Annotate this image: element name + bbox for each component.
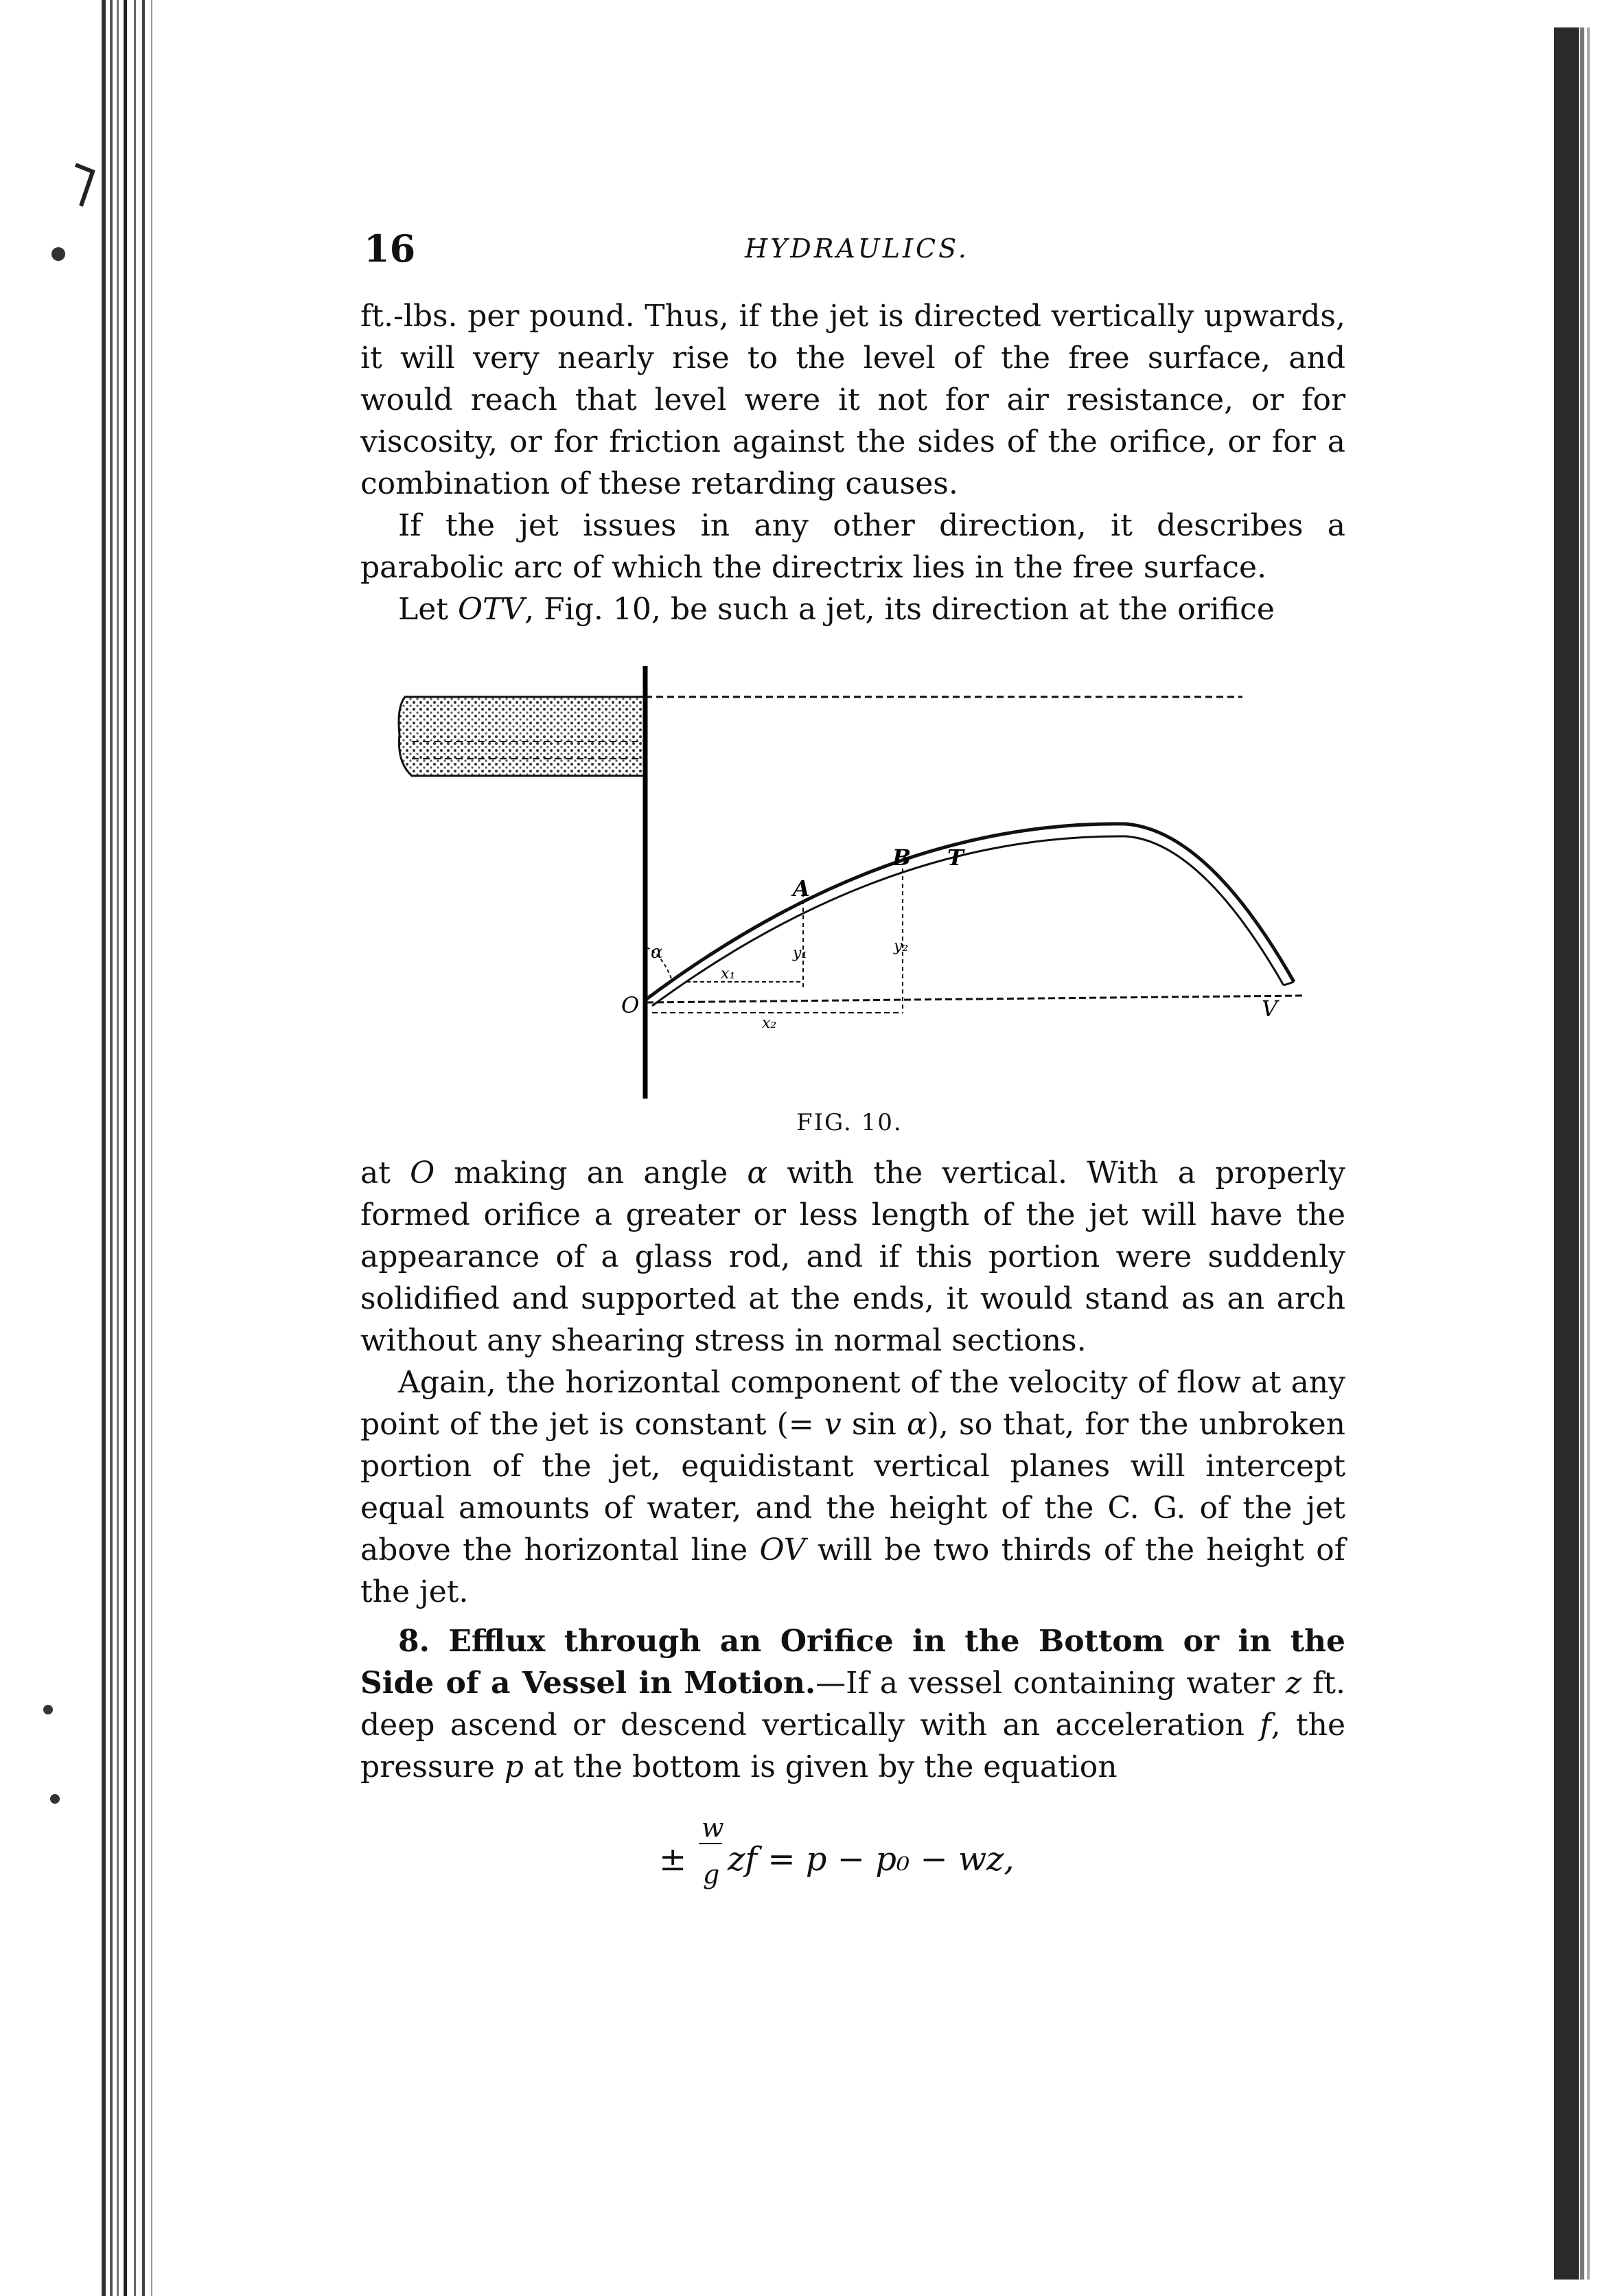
text-block-middle <box>360 1152 1345 1613</box>
page-number: 16 <box>364 227 416 271</box>
section-heading: 8. Efflux through an Orifice in the Bottom or in the Side of a Vessel in Motion. <box>360 1624 1345 1701</box>
page-header <box>364 227 1345 282</box>
label-y2: y₂ <box>894 938 909 955</box>
label-b: B <box>892 845 912 871</box>
paragraph-glass-rod: at O making an angle α with the vertical. With a properly formed orifice a greater or less length of the jet will have the appearance of a glass rod, and if this portion were suddenly solidified and supported at the ends, it would stand as an arch without any shearing stress in normal sections. <box>360 1156 1345 1358</box>
paragraph-section-8: 8. Efflux through an Orifice in the Bottom or in the Side of a Vessel in Motion.—If a vessel containing water z ft. deep ascend or descend vertically with an acceleration f, the pressure p at the bottom is given by the equation <box>360 1624 1345 1784</box>
label-alpha: α <box>651 942 663 963</box>
label-v: V <box>1262 996 1278 1022</box>
symbol-otv: OTV <box>457 592 525 627</box>
label-x1: x₁ <box>721 965 736 983</box>
label-a: A <box>793 875 810 902</box>
figure-caption: FIG. 10. <box>796 1109 903 1136</box>
jet-arc <box>647 824 1294 999</box>
book-spine-edge <box>0 0 165 2296</box>
paragraph-parabolic-arc: If the jet issues in any other direction, it describes a parabolic arc of which the directrix lies in the free surface. <box>360 508 1345 585</box>
paragraph-let-otv: Let OTV, Fig. 10, be such a jet, its direction at the orifice <box>398 592 1275 627</box>
label-x2: x₂ <box>762 1015 777 1032</box>
reservoir-water <box>399 697 645 776</box>
label-t: T <box>947 845 964 871</box>
equation-pressure: ± w g zf = p − p₀ − wz, <box>659 1813 1015 1890</box>
figure-jet-diagram <box>391 659 1339 1112</box>
label-y1: y₁ <box>793 945 808 962</box>
fraction-bar <box>699 1843 722 1844</box>
paragraph-free-surface: ft.-lbs. per pound. Thus, if the jet is directed vertically upwards, it will very nearly rise to the level of the free surface, and would reach that level were it not for air resistance, or for viscosity, or for friction against the sides of the orifice, or for a combination of these retarding causes. <box>360 299 1345 501</box>
text-block-upper <box>360 295 1345 630</box>
running-head: HYDRAULICS. <box>745 233 969 264</box>
page-right-edge <box>1513 0 1609 2296</box>
text-block-section-8 <box>360 1620 1345 1788</box>
label-o: O <box>621 992 640 1018</box>
horizontal-line-ov <box>647 996 1304 1002</box>
paragraph-horizontal-component: Again, the horizontal component of the velocity of flow at any point of the jet is constant (= v sin α), so that, for the unbroken portion of the jet, equidistant vertical planes will intercept equal amounts of water, and the height of the C. G. of the jet above the horizontal line OV will be two thirds of the height of the jet. <box>360 1365 1345 1609</box>
